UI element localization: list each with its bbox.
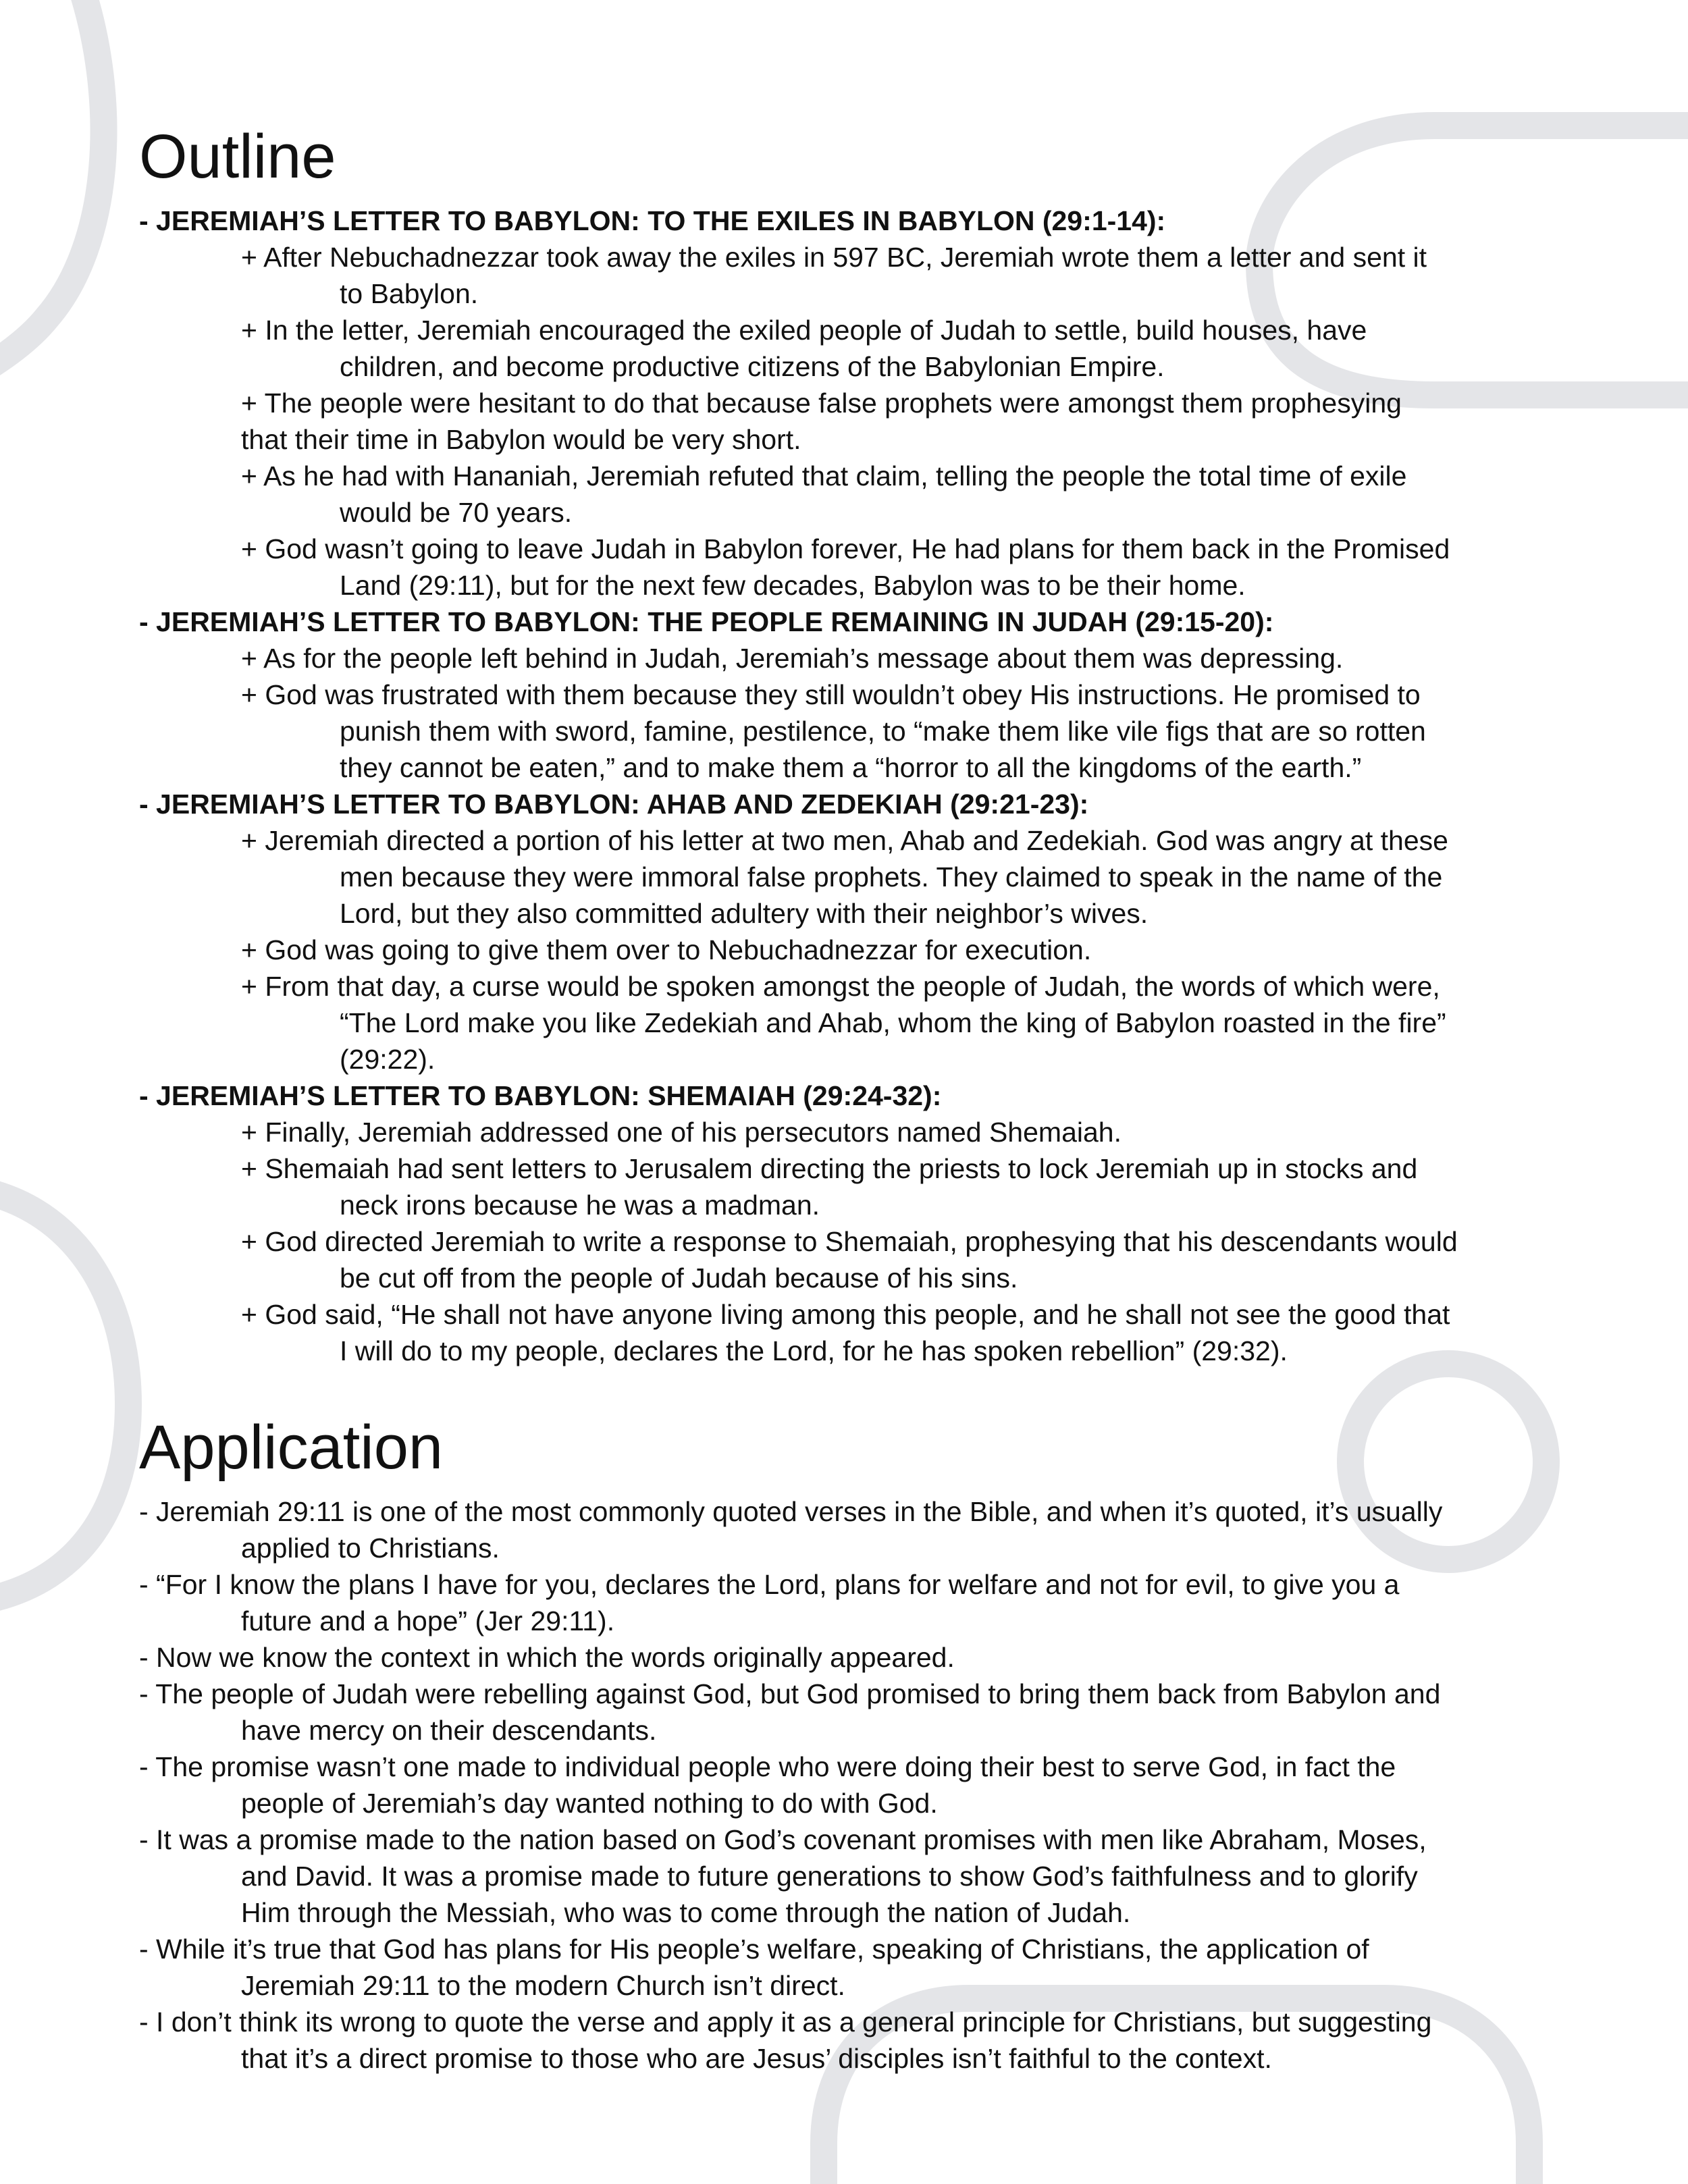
outline-section-title: - JEREMIAH’S LETTER TO BABYLON: SHEMAIAH (29:24-32):	[139, 1080, 942, 1111]
application-heading: Application	[139, 1413, 444, 1482]
application-point: - Jeremiah 29:11 is one of the most commonly quoted verses in the Bible, and when it’s quoted, it’s usually applied to Christians.	[139, 1496, 1443, 1564]
outline-point: + Jeremiah directed a portion of his letter at two men, Ahab and Zedekiah. God was angry at these men because they were immoral false prophets. They claimed to speak in the name of the Lord, but they also committed adultery with their neighbor’s wives.	[241, 825, 1448, 929]
outline-point: + From that day, a curse would be spoken amongst the people of Judah, the words of which were, “The Lord make you like Zedekiah and Ahab, whom the king of Babylon roasted in the fire” (29:22).	[241, 971, 1446, 1075]
application-body	[139, 1493, 1591, 2077]
outline-point: + God was frustrated with them because they still wouldn’t obey His instructions. He promised to punish them with sword, famine, pestilence, to “make them like vile figs that are so rotten they cannot be eaten,” and to make them a “horror to all the kingdoms of the earth.”	[241, 679, 1426, 783]
outline-body	[139, 203, 1591, 1369]
outline-point: + God was going to give them over to Nebuchadnezzar for execution.	[241, 934, 1092, 965]
application-point: - “For I know the plans I have for you, declares the Lord, plans for welfare and not for evil, to give you a future and a hope” (Jer 29:11).	[139, 1569, 1400, 1636]
outline-point: + As he had with Hananiah, Jeremiah refuted that claim, telling the people the total time of exile would be 70 years.	[241, 460, 1407, 528]
outline-section-title: - JEREMIAH’S LETTER TO BABYLON: THE PEOPLE REMAINING IN JUDAH (29:15-20):	[139, 606, 1274, 637]
outline-section-title: - JEREMIAH’S LETTER TO BABYLON: AHAB AND ZEDEKIAH (29:21-23):	[139, 789, 1089, 820]
outline-point: + God wasn’t going to leave Judah in Babylon forever, He had plans for them back in the Promised Land (29:11), but for the next few decades, Babylon was to be their home.	[241, 533, 1450, 601]
outline-point: + Finally, Jeremiah addressed one of his persecutors named Shemaiah.	[241, 1117, 1122, 1148]
application-point: - I don’t think its wrong to quote the verse and apply it as a general principle for Christians, but suggesting that it’s a direct promise to those who are Jesus’ disciples isn’t faithful to the context.	[139, 2006, 1432, 2074]
application-point: - It was a promise made to the nation based on God’s covenant promises with men like Abraham, Moses, and David. It was a promise made to future generations to show God’s faithfulness and to glorify Him through the Messiah, who was to come through the nation of Judah.	[139, 1824, 1427, 1928]
outline-point: + God said, “He shall not have anyone living among this people, and he shall not see the good that I will do to my people, declares the Lord, for he has spoken rebellion” (29:32).	[241, 1299, 1450, 1366]
outline-point: + God directed Jeremiah to write a response to Shemaiah, prophesying that his descendants would be cut off from the people of Judah because of his sins.	[241, 1226, 1458, 1294]
outline-point: + After Nebuchadnezzar took away the exiles in 597 BC, Jeremiah wrote them a letter and sent it to Babylon.	[241, 242, 1427, 309]
application-point: - The people of Judah were rebelling against God, but God promised to bring them back from Babylon and have mercy on their descendants.	[139, 1678, 1441, 1746]
outline-point: + The people were hesitant to do that because false prophets were amongst them prophesying that their time in Babylon would be very short.	[241, 388, 1402, 455]
outline-point: + As for the people left behind in Judah, Jeremiah’s message about them was depressing.	[241, 643, 1344, 674]
outline-section-title: - JEREMIAH’S LETTER TO BABYLON: TO THE EXILES IN BABYLON (29:1-14):	[139, 205, 1166, 236]
outline-point: + Shemaiah had sent letters to Jerusalem directing the priests to lock Jeremiah up in stocks and neck irons because he was a madman.	[241, 1153, 1418, 1221]
outline-heading: Outline	[139, 122, 336, 191]
application-point: - Now we know the context in which the words originally appeared.	[139, 1642, 955, 1673]
outline-point: + In the letter, Jeremiah encouraged the exiled people of Judah to settle, build houses, have children, and become productive citizens of the Babylonian Empire.	[241, 315, 1367, 382]
application-point: - The promise wasn’t one made to individual people who were doing their best to serve God, in fact the people of Jeremiah’s day wanted nothing to do with God.	[139, 1751, 1396, 1819]
application-point: - While it’s true that God has plans for His people’s welfare, speaking of Christians, the application of Jeremiah 29:11 to the modern Church isn’t direct.	[139, 1934, 1369, 2001]
